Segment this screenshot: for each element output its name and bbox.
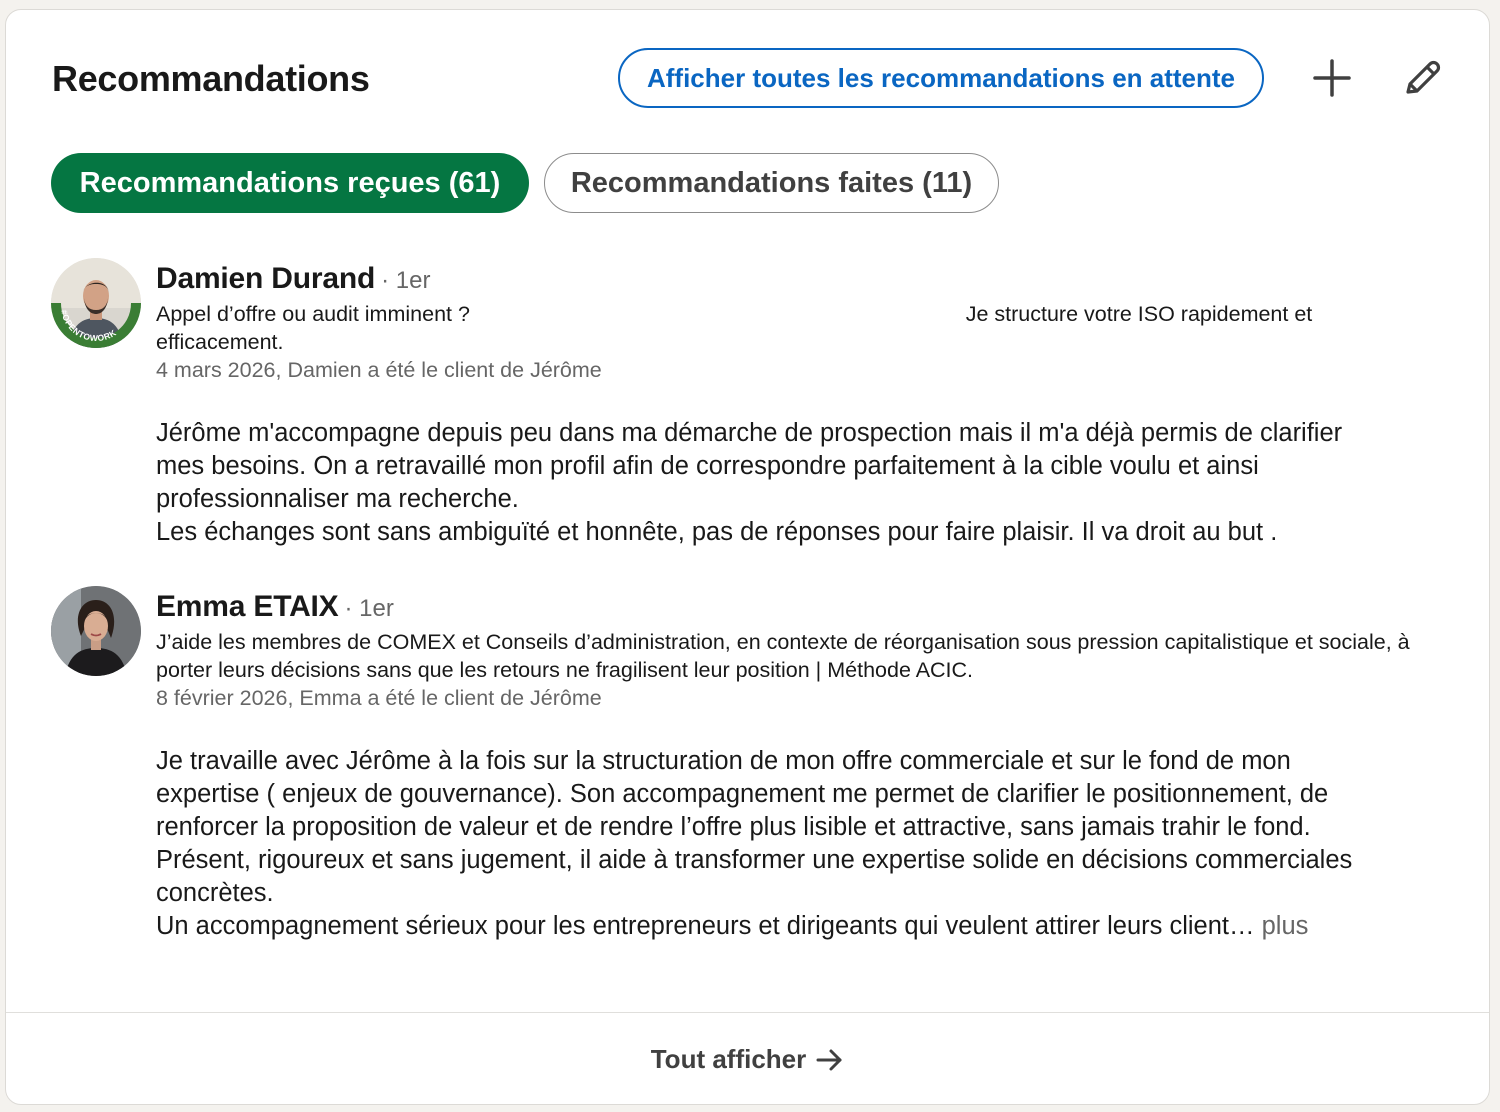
show-all-label: Tout afficher	[650, 1044, 807, 1074]
add-recommendation-button[interactable]	[1304, 50, 1360, 106]
recommendation-meta: 8 février 2026, Emma a été le client de Jérôme	[156, 686, 602, 710]
arrow-right-icon	[816, 1048, 844, 1072]
recommendation-meta: 4 mars 2026, Damien a été le client de Jérôme	[156, 358, 602, 382]
recommender-headline: J’aide les membres de COMEX et Conseils d’administration, en contexte de réorganisation sous pression capitalistique et sociale, à porter leurs décisions sans que les retours ne fragilisent leur position | Méthode ACIC.	[156, 630, 1410, 682]
plus-icon	[1312, 58, 1352, 98]
recommendations-card	[5, 9, 1490, 1105]
edit-recommendations-button[interactable]	[1394, 50, 1450, 106]
recommendation-text: Jérôme m'accompagne depuis peu dans ma démarche de prospection mais il m'a déjà permis de clarifier mes besoins. On a retravaillé mon profil afin de correspondre parfaitement à la cible voulu et ainsi professionnaliser ma recherche. Les échanges sont sans ambiguïté et honnête, pas de réponses pour faire plaisir. Il va droit au but .	[156, 419, 1343, 546]
tab-received-recommendations[interactable]: Recommandations reçues (61)	[51, 153, 529, 213]
connection-degree: · 1er	[381, 267, 431, 294]
avatar[interactable]	[51, 258, 141, 348]
open-to-work-badge: #OPENTOWORK	[59, 308, 119, 344]
recommender-name[interactable]: Emma ETAIX	[156, 590, 339, 623]
pencil-icon	[1401, 57, 1443, 99]
see-more-link[interactable]: plus	[1261, 912, 1309, 940]
show-all-button[interactable]	[6, 1013, 1489, 1105]
tab-given-recommendations[interactable]: Recommandations faites (11)	[544, 153, 999, 213]
recommendation-text-content: Je travaille avec Jérôme à la fois sur la structuration de mon offre commerciale et sur le fond de mon expertise ( enjeux de gouvernance). Son accompagnement me permet de clarifier le positionnement, de renforcer la proposition de valeur et de rendre l’offre plus lisible et attractive, sans jamais trahir le fond. Présent, rigoureux et sans jugement, il aide à transformer une expertise solide en décisions commerciales concrètes. Un accompagnement sérieux pour les entrepreneurs et dirigeants qui veulent attirer leurs client…	[156, 747, 1353, 940]
recommendation-text	[156, 745, 1396, 943]
show-pending-recommendations-button[interactable]: Afficher toutes les recommandations en attente	[618, 48, 1264, 108]
section-title: Recommandations	[52, 58, 370, 99]
recommender-name[interactable]: Damien Durand	[156, 262, 376, 295]
recommender-headline: Appel d’offre ou audit imminent ? Je structure votre ISO rapidement et efficacement.	[156, 302, 1319, 354]
connection-degree: · 1er	[344, 595, 394, 622]
avatar[interactable]	[51, 586, 141, 676]
